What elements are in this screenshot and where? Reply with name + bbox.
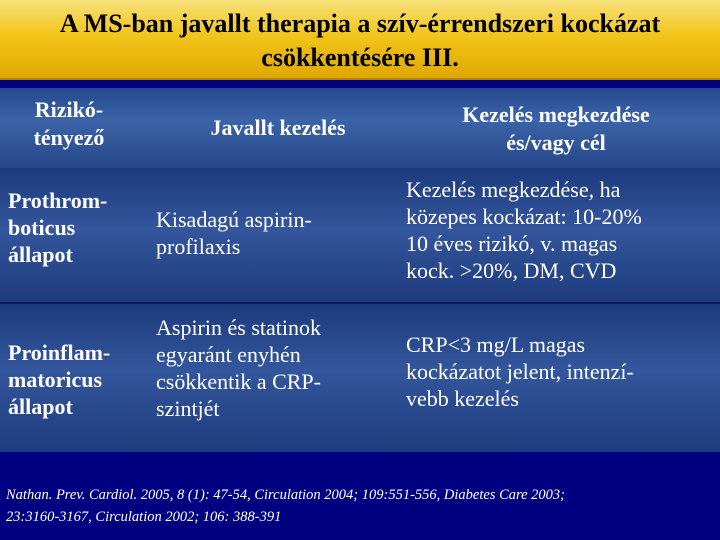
row-2-treatment-line: Aspirin és statinok [156, 315, 321, 340]
row-2-risk-factor-line: matoricus [8, 367, 103, 392]
header-start-goal [400, 101, 712, 157]
row-2-treatment [156, 314, 396, 422]
slide-title [0, 0, 720, 80]
row-1-goal-line: közepes kockázat: 10-20% [406, 204, 642, 229]
header-treatment-line: Javallt kezelés [210, 115, 346, 140]
row-2-treatment-line: csökkentik a CRP- [156, 369, 321, 394]
row-2-risk-factor-line: Proinflam- [8, 340, 111, 365]
row-2-risk-factor-line: állapot [8, 394, 73, 419]
row-2-risk-factor [8, 339, 148, 420]
references-footnote [6, 484, 718, 528]
row-2-goal [406, 331, 718, 412]
header-risk-factor-line: Rizikó- [34, 97, 104, 122]
row-1-treatment-line: profilaxis [156, 234, 241, 259]
row-1-goal-line: 10 éves rizikó, v. magas [406, 231, 618, 256]
row-1-goal-line: Kezelés megkezdése, ha [406, 177, 621, 202]
header-start-goal-line: és/vagy cél [506, 130, 606, 155]
header-risk-factor-line: tényező [33, 125, 105, 150]
row-1-treatment-line: Kisadagú aspirin- [156, 207, 312, 232]
row-1-goal [406, 176, 718, 284]
row-2-goal-line: vebb kezelés [406, 386, 519, 411]
row-1-risk-factor-line: állapot [8, 242, 73, 267]
slide-title-line-1: A MS-ban javallt therapia a szív-érrendszeri kockázat [59, 9, 661, 38]
references-line: Nathan. Prev. Cardiol. 2005, 8 (1): 47-54, Circulation 2004; 109:551-556, Diabetes Care 2003; [6, 487, 566, 503]
row-2-treatment-line: szintjét [156, 396, 220, 421]
row-2-treatment-line: egyaránt enyhén [156, 342, 301, 367]
row-1-risk-factor-line: boticus [8, 215, 76, 240]
row-1-risk-factor [8, 187, 148, 268]
row-2-goal-line: CRP<3 mg/L magas [406, 332, 586, 357]
header-risk-factor [4, 96, 134, 152]
row-1-risk-factor-line: Prothrom- [8, 188, 108, 213]
references-line: 23:3160-3167, Circulation 2002; 106: 388-391 [6, 509, 282, 525]
header-start-goal-line: Kezelés megkezdése [462, 102, 650, 127]
row-1-goal-line: kock. >20%, DM, CVD [406, 258, 617, 283]
slide-title-line-2: csökkentésére III. [261, 43, 459, 72]
row-2-goal-line: kockázatot jelent, intenzí- [406, 359, 634, 384]
header-treatment [158, 114, 398, 142]
row-1-treatment [156, 206, 396, 260]
